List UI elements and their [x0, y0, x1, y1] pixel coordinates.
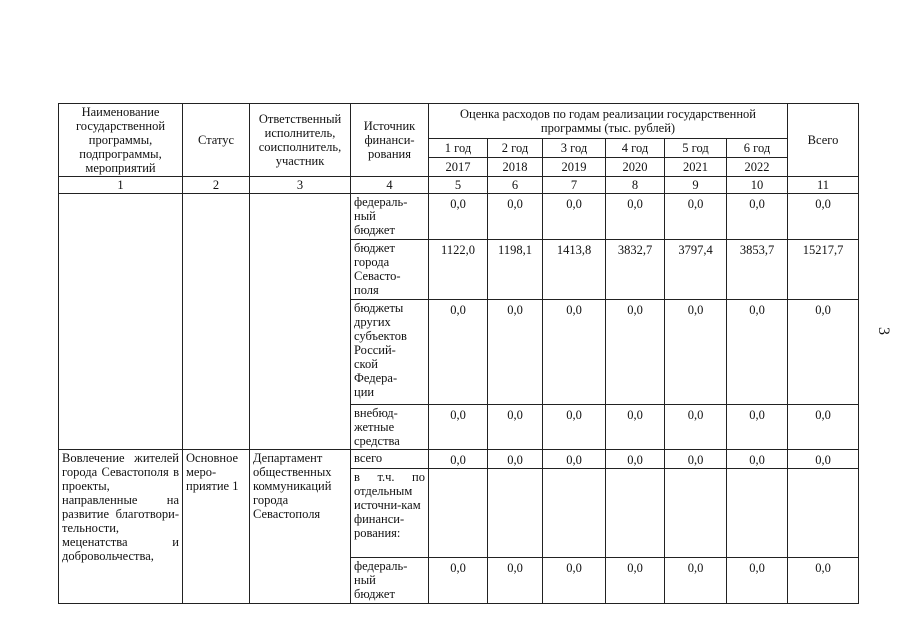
source-cell: федераль- ный бюджет: [351, 558, 429, 604]
value-cell: 0,0: [429, 558, 488, 604]
value-cell: 1413,8: [543, 240, 606, 300]
column-number: 6: [488, 177, 543, 194]
year-label: 1 год: [429, 139, 488, 158]
column-number: 8: [606, 177, 665, 194]
activity-responsible: Департамент общественных коммуникаций города Севастополя: [250, 450, 351, 604]
value-cell: 0,0: [727, 194, 788, 240]
header-responsible: Ответственный исполнитель, соисполнитель, участник: [250, 104, 351, 177]
value-cell: 0,0: [488, 300, 543, 405]
column-number: 11: [788, 177, 859, 194]
year-label: 4 год: [606, 139, 665, 158]
source-cell: бюджет города Севасто- поля: [351, 240, 429, 300]
total-cell: 0,0: [788, 405, 859, 450]
value-cell: 0,0: [488, 450, 543, 469]
column-number: 7: [543, 177, 606, 194]
column-number: 5: [429, 177, 488, 194]
year-value: 2021: [665, 158, 727, 177]
total-cell: [788, 469, 859, 558]
activity-status: Основное меро-приятие 1: [183, 450, 250, 604]
value-cell: 0,0: [727, 558, 788, 604]
value-cell: 1198,1: [488, 240, 543, 300]
value-cell: 0,0: [606, 450, 665, 469]
value-cell: 0,0: [543, 450, 606, 469]
status-cell-empty: [183, 194, 250, 450]
year-label: 2 год: [488, 139, 543, 158]
column-number: 3: [250, 177, 351, 194]
responsible-cell-empty: [250, 194, 351, 450]
value-cell: 0,0: [488, 405, 543, 450]
total-cell: 0,0: [788, 558, 859, 604]
value-cell: [429, 469, 488, 558]
column-number: 10: [727, 177, 788, 194]
year-value: 2018: [488, 158, 543, 177]
value-cell: [727, 469, 788, 558]
header-status: Статус: [183, 104, 250, 177]
source-cell: внебюд- жетные средства: [351, 405, 429, 450]
year-label: 6 год: [727, 139, 788, 158]
source-cell: бюджеты других субъектов Россий- ской Федера- ции: [351, 300, 429, 405]
value-cell: 0,0: [429, 300, 488, 405]
year-value: 2022: [727, 158, 788, 177]
value-cell: 0,0: [727, 450, 788, 469]
total-cell: 0,0: [788, 300, 859, 405]
value-cell: [606, 469, 665, 558]
column-number: 9: [665, 177, 727, 194]
year-value: 2020: [606, 158, 665, 177]
value-cell: 0,0: [665, 450, 727, 469]
value-cell: 0,0: [665, 405, 727, 450]
value-cell: 0,0: [543, 300, 606, 405]
column-number: 4: [351, 177, 429, 194]
value-cell: 0,0: [665, 558, 727, 604]
column-number: 1: [59, 177, 183, 194]
budget-table: [58, 103, 859, 604]
value-cell: 1122,0: [429, 240, 488, 300]
value-cell: 0,0: [727, 405, 788, 450]
value-cell: 0,0: [665, 300, 727, 405]
header-source: Источник финанси- рования: [351, 104, 429, 177]
year-label: 5 год: [665, 139, 727, 158]
year-label: 3 год: [543, 139, 606, 158]
value-cell: 0,0: [665, 194, 727, 240]
value-cell: 0,0: [543, 405, 606, 450]
value-cell: 0,0: [488, 558, 543, 604]
value-cell: [488, 469, 543, 558]
value-cell: 3853,7: [727, 240, 788, 300]
value-cell: 3832,7: [606, 240, 665, 300]
value-cell: 0,0: [606, 558, 665, 604]
value-cell: 0,0: [727, 300, 788, 405]
value-cell: [543, 469, 606, 558]
source-cell: федераль- ный бюджет: [351, 194, 429, 240]
table-row: [59, 194, 859, 240]
column-number: 2: [183, 177, 250, 194]
value-cell: 3797,4: [665, 240, 727, 300]
header-name: Наименование государственной программы, подпрограммы, мероприятий: [59, 104, 183, 177]
page-number: 3: [875, 327, 892, 335]
name-cell-empty: [59, 194, 183, 450]
value-cell: 0,0: [429, 405, 488, 450]
value-cell: 0,0: [543, 558, 606, 604]
value-cell: 0,0: [429, 450, 488, 469]
year-value: 2019: [543, 158, 606, 177]
value-cell: [665, 469, 727, 558]
source-cell: в т.ч. по отдельным источни-кам финанси-рования:: [351, 469, 429, 558]
value-cell: 0,0: [429, 194, 488, 240]
value-cell: 0,0: [543, 194, 606, 240]
source-cell: всего: [351, 450, 429, 469]
value-cell: 0,0: [606, 405, 665, 450]
value-cell: 0,0: [606, 194, 665, 240]
header-estimate: Оценка расходов по годам реализации государственной программы (тыс. рублей): [429, 104, 788, 139]
activity-name: Вовлечение жителей города Севастополя в проекты, направленные на развитие благотвори-тельности, меценатства и добровольчества,: [59, 450, 183, 604]
total-cell: 0,0: [788, 194, 859, 240]
total-cell: 15217,7: [788, 240, 859, 300]
value-cell: 0,0: [488, 194, 543, 240]
value-cell: 0,0: [606, 300, 665, 405]
header-total: Всего: [788, 104, 859, 177]
table-row: [59, 450, 859, 469]
total-cell: 0,0: [788, 450, 859, 469]
year-value: 2017: [429, 158, 488, 177]
